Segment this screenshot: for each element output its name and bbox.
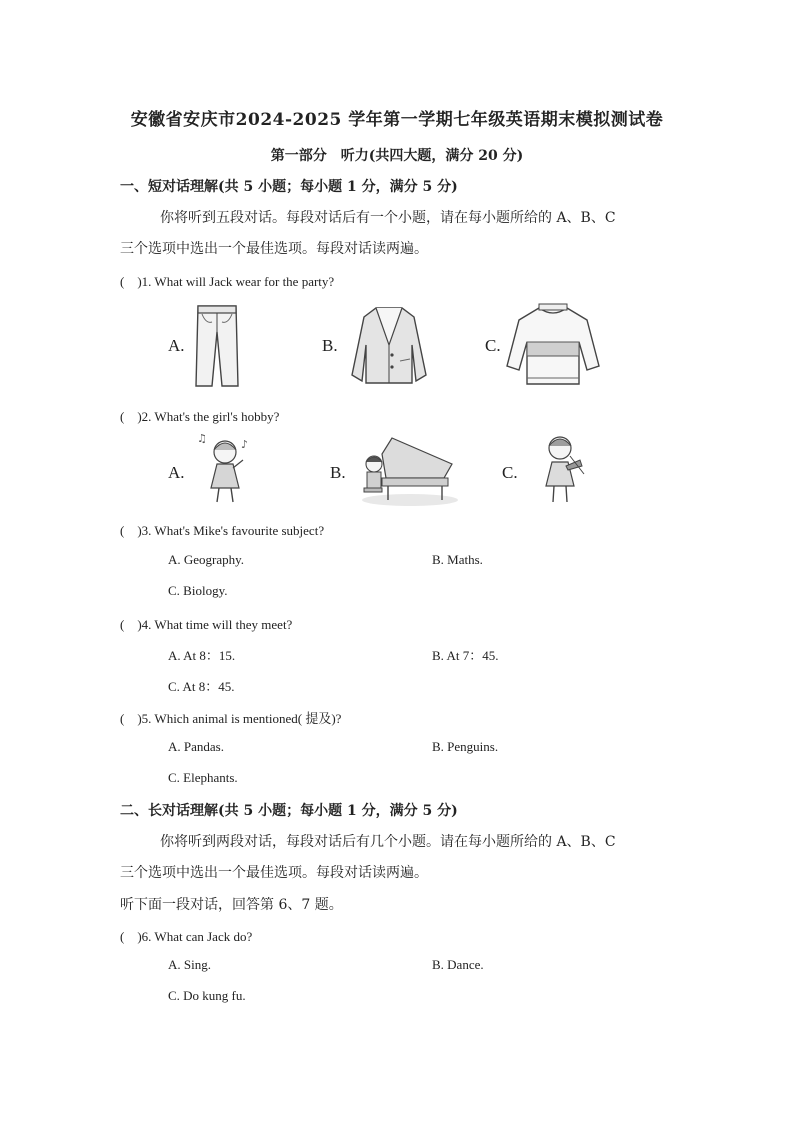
part-title: 第一部分 听力(共四大题，满分 20 分): [270, 148, 524, 164]
question-5: ( )5. Which animal is mentioned( 提及)?: [120, 711, 342, 726]
section2-instruction-line2: 三个选项中选出一个最佳选项。每段对话读两遍。: [120, 865, 428, 881]
q3-option-c: C. Biology.: [168, 583, 228, 598]
question-4: ( )4. What time will they meet?: [120, 617, 293, 632]
q3-option-b: B. Maths.: [432, 552, 483, 567]
q2-option-c-label: C.: [502, 463, 518, 482]
q1-option-a-label: A.: [168, 336, 185, 355]
q1-option-c-label: C.: [485, 336, 501, 355]
section1-heading: 一、短对话理解(共 5 小题；每小题 1 分，满分 5 分): [120, 179, 458, 195]
svg-text:♪: ♪: [241, 438, 249, 451]
question-3: ( )3. What's Mike's favourite subject?: [120, 523, 325, 538]
q5-option-c: C. Elephants.: [168, 770, 238, 785]
q6-option-c: C. Do kung fu.: [168, 988, 246, 1003]
q2-option-b-label: B.: [330, 463, 346, 482]
section2-instruction-line1: 你将听到两段对话，每段对话后有几个小题。请在每小题所给的 A、B、C: [160, 834, 616, 850]
girl-playing-violin-icon: [540, 430, 586, 508]
trousers-icon: [192, 302, 242, 388]
section1-instruction-line1: 你将听到五段对话。每段对话后有一个小题，请在每小题所给的 A、B、C: [160, 210, 616, 226]
q3-option-a: A. Geography.: [168, 552, 245, 567]
q4-option-b: B. At 7：45.: [432, 648, 499, 663]
question-2: ( )2. What's the girl's hobby?: [120, 409, 280, 424]
exam-title: 安徽省安庆市2024-2025 学年第一学期七年级英语期末模拟测试卷: [130, 110, 664, 130]
q4-option-a: A. At 8：15.: [168, 648, 236, 663]
girl-singing-icon: [195, 428, 253, 506]
q5-option-a: A. Pandas.: [168, 739, 224, 754]
jacket-icon: [348, 305, 430, 385]
section1-instruction-line2: 三个选项中选出一个最佳选项。每段对话读两遍。: [120, 241, 428, 257]
section2-heading: 二、长对话理解(共 5 小题；每小题 1 分，满分 5 分): [120, 803, 458, 819]
girl-playing-piano-icon: [352, 434, 458, 508]
question-6: ( )6. What can Jack do?: [120, 929, 253, 944]
q1-option-b-label: B.: [322, 336, 338, 355]
section2-sub-instruction: 听下面一段对话，回答第 6、7 题。: [120, 897, 343, 913]
q5-option-b: B. Penguins.: [432, 739, 499, 754]
sweater-icon: [505, 302, 601, 388]
q6-option-b: B. Dance.: [432, 957, 484, 972]
question-1: ( )1. What will Jack wear for the party?: [120, 274, 335, 289]
q4-option-c: C. At 8：45.: [168, 679, 235, 694]
q2-option-a-label: A.: [168, 463, 185, 482]
q6-option-a: A. Sing.: [168, 957, 211, 972]
svg-text:♫: ♫: [197, 432, 207, 445]
